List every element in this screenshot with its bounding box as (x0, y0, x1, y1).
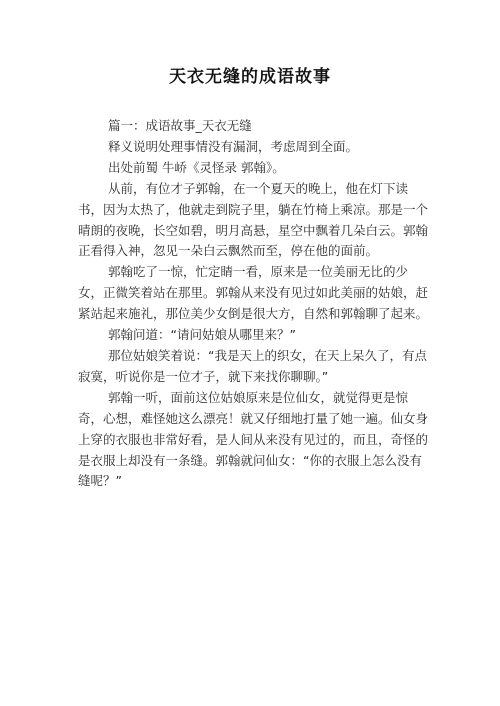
paragraph-story-5: 郭翰一听，面前这位姑娘原来是位仙女，就觉得更是惊奇，心想，难怪她这么漂亮！就又仔细地打量了她一遍。仙女身上穿的衣服也非常好看，是人间从来没有见过的，而且，奇怪的是衣服上却没有一条缝。郭翰就问仙女：“你的衣服上怎么没有缝呢？” (78, 389, 429, 489)
paragraph-story-2: 郭翰吃了一惊，忙定睛一看，原来是一位美丽无比的少女，正微笑着站在那里。郭翰从来没有见过如此美丽的姑娘，赶紧站起来施礼，那位美少女倒是很大方，自然和郭翰聊了起来。 (78, 264, 429, 322)
paragraph-section-heading: 篇一：成语故事_天衣无缝 (108, 118, 252, 133)
document-body (78, 116, 428, 492)
paragraph-story-1: 从前，有位才子郭翰，在一个夏天的晚上，他在灯下读书，因为太热了，他就走到院子里，躺在竹椅上乘凉。那是一个晴朗的夜晚，长空如碧，明月高悬，星空中飘着几朵白云。郭翰正看得入神，忽见一朵白云飘然而至，停在他的面前。 (78, 180, 429, 259)
paragraph-source: 出处前蜀 牛峤《灵怪录 郭翰》。 (108, 159, 285, 175)
document-title: 天衣无缝的成语故事 (169, 67, 331, 87)
paragraph-story-4: 那位姑娘笑着说：“我是天上的织女，在天上呆久了，有点寂寞，听说你是一位才子，就下来找你聊聊。” (78, 347, 427, 384)
paragraph-story-3: 郭翰问道：“请问姑娘从哪里来？” (108, 327, 296, 343)
paragraph-definition: 释义说明处理事情没有漏洞，考虑周到全面。 (108, 138, 359, 154)
